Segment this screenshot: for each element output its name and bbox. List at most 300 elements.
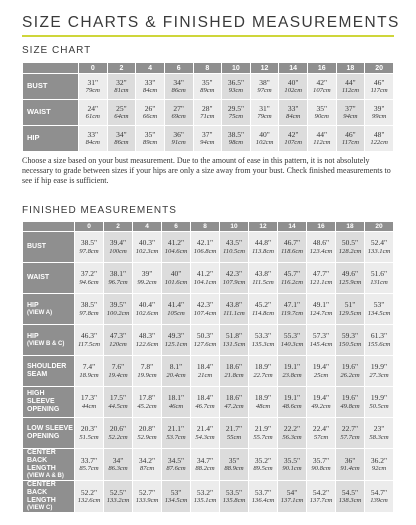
measurement-cell — [107, 100, 136, 126]
measurement-cell — [220, 449, 249, 481]
measurement-cell — [191, 449, 220, 481]
imperial-value: 38" — [259, 77, 270, 87]
metric-value: 48.6cm — [282, 402, 302, 410]
metric-value: 55cm — [226, 433, 242, 441]
measurement-cell — [365, 356, 394, 387]
metric-value: 58.3cm — [369, 433, 389, 441]
imperial-value: 42.3" — [196, 300, 214, 310]
imperial-value: 45.2" — [254, 300, 272, 310]
metric-value: 111.1cm — [223, 309, 245, 317]
metric-value: 55.7cm — [253, 433, 273, 441]
measurement-cell — [365, 126, 394, 152]
measurement-cell — [133, 449, 162, 481]
imperial-value: 33" — [87, 129, 99, 139]
measurement-cell — [136, 74, 165, 100]
imperial-value: 54.7" — [370, 487, 388, 497]
metric-value: 107.4cm — [193, 309, 217, 317]
imperial-value: 7.6" — [111, 362, 125, 372]
measurement-cell — [220, 356, 249, 387]
imperial-value: 41.4" — [167, 300, 185, 310]
measurement-cell — [249, 449, 278, 481]
imperial-value: 34" — [112, 455, 124, 465]
metric-value: 113.8cm — [251, 247, 275, 255]
imperial-value: 53.2" — [196, 487, 214, 497]
imperial-value: 38.5" — [227, 129, 245, 139]
imperial-value: 40" — [287, 77, 299, 87]
title-rule — [22, 35, 394, 37]
measurement-row — [23, 294, 394, 325]
metric-value: 84cm — [142, 87, 158, 94]
metric-value: 49.8cm — [340, 402, 360, 410]
size-header-cell: 16 — [308, 63, 337, 74]
metric-value: 66cm — [142, 113, 158, 120]
imperial-value: 39.4" — [109, 238, 127, 248]
size-header-cell: 18 — [336, 63, 365, 74]
metric-value: 132.6cm — [77, 497, 101, 505]
row-label — [23, 263, 75, 294]
measurement-row — [23, 387, 394, 418]
measurement-cell — [107, 126, 136, 152]
measurement-row — [23, 126, 394, 152]
measurement-row — [23, 325, 394, 356]
row-label-text: CENTER BACK LENGTH — [27, 449, 56, 473]
metric-value: 57cm — [313, 433, 329, 441]
size-header-cell: 20 — [365, 63, 394, 74]
size-chart-table — [22, 62, 394, 152]
size-header-cell: 8 — [193, 63, 222, 74]
size-header-cell: 18 — [336, 222, 365, 232]
metric-value: 19.9cm — [137, 371, 157, 379]
size-header-cell: 8 — [191, 222, 220, 232]
measurement-cell — [133, 387, 162, 418]
measurement-cell — [164, 126, 193, 152]
measurement-cell — [75, 232, 104, 263]
measurement-cell — [220, 232, 249, 263]
imperial-value: 40.3" — [138, 238, 156, 248]
metric-value: 145.4cm — [309, 340, 333, 348]
imperial-value: 37" — [202, 129, 213, 139]
measurement-cell — [278, 387, 307, 418]
imperial-value: 61.3" — [370, 331, 388, 341]
metric-value: 102cm — [284, 87, 302, 94]
measurement-cell — [249, 387, 278, 418]
imperial-value: 34" — [116, 129, 127, 139]
metric-value: 125.1cm — [164, 340, 188, 348]
measurement-cell — [249, 481, 278, 513]
measurement-cell — [164, 74, 193, 100]
metric-value: 155.6cm — [367, 340, 391, 348]
metric-value: 138.3cm — [338, 497, 362, 505]
measurement-cell — [278, 356, 307, 387]
measurement-row — [23, 418, 394, 449]
imperial-value: 34.5" — [167, 455, 185, 465]
metric-value: 150.5cm — [338, 340, 362, 348]
measurement-cell — [75, 418, 104, 449]
row-label-text: BUST — [27, 242, 47, 250]
imperial-value: 39" — [141, 269, 153, 279]
measurement-cell — [162, 449, 191, 481]
measurement-cell — [249, 418, 278, 449]
metric-value: 18.9cm — [79, 371, 99, 379]
measurement-cell — [104, 232, 133, 263]
imperial-value: 20.3" — [80, 424, 98, 434]
imperial-value: 42.1" — [196, 238, 214, 248]
imperial-value: 18.6" — [225, 393, 243, 403]
metric-value: 87.6cm — [166, 465, 186, 473]
imperial-value: 21.7" — [225, 424, 243, 434]
measurement-cell — [104, 481, 133, 513]
measurement-cell — [75, 263, 104, 294]
size-header-cell: 2 — [104, 222, 133, 232]
measurement-cell — [365, 387, 394, 418]
imperial-value: 53.7" — [254, 487, 272, 497]
metric-value: 84cm — [85, 139, 100, 146]
metric-value: 131cm — [370, 278, 388, 286]
finished-measurements-table — [22, 221, 394, 513]
measurement-row — [23, 74, 394, 100]
measurement-cell — [279, 126, 308, 152]
measurement-cell — [278, 325, 307, 356]
imperial-value: 48.3" — [138, 331, 156, 341]
measurement-cell — [336, 232, 365, 263]
measurement-cell — [162, 325, 191, 356]
imperial-value: 18.4" — [196, 393, 214, 403]
row-label-text: WAIST — [27, 107, 51, 117]
measurement-cell — [307, 418, 336, 449]
metric-value: 136.4cm — [251, 497, 275, 505]
metric-value: 90.1cm — [282, 465, 302, 473]
imperial-value: 35.7" — [312, 455, 330, 465]
metric-value: 101.6cm — [164, 278, 188, 286]
imperial-value: 46.7" — [283, 238, 301, 248]
imperial-value: 52.2" — [80, 487, 98, 497]
measurement-cell — [162, 232, 191, 263]
imperial-value: 28" — [202, 103, 213, 113]
measurement-cell — [191, 418, 220, 449]
imperial-value: 48.6" — [312, 238, 330, 248]
row-label-text: HIP — [27, 301, 39, 309]
metric-value: 123.4cm — [309, 247, 333, 255]
measurement-cell — [133, 263, 162, 294]
measurement-cell — [104, 263, 133, 294]
row-label-text: CENTER BACK LENGTH — [27, 481, 56, 505]
measurement-cell — [365, 294, 394, 325]
measurement-cell — [278, 294, 307, 325]
imperial-value: 42.3" — [225, 269, 243, 279]
imperial-value: 34.2" — [138, 455, 156, 465]
measurement-cell — [336, 325, 365, 356]
measurement-cell — [220, 418, 249, 449]
size-header-row — [23, 222, 394, 232]
measurement-cell — [336, 356, 365, 387]
measurement-cell — [279, 100, 308, 126]
metric-value: 97cm — [257, 87, 272, 94]
measurement-cell — [278, 263, 307, 294]
imperial-value: 35" — [316, 103, 328, 113]
metric-value: 135.8cm — [222, 497, 246, 505]
size-header-cell: 12 — [249, 222, 278, 232]
imperial-value: 46.3" — [80, 331, 98, 341]
header-corner — [23, 63, 79, 74]
imperial-value: 19.6" — [341, 393, 359, 403]
metric-value: 88.9cm — [224, 465, 244, 473]
imperial-value: 39" — [373, 103, 385, 113]
metric-value: 89.5cm — [253, 465, 273, 473]
measurement-cell — [133, 356, 162, 387]
metric-value: 140.3cm — [280, 340, 304, 348]
imperial-value: 36" — [173, 129, 184, 139]
row-label — [23, 418, 75, 449]
imperial-value: 55.3" — [283, 331, 301, 341]
measurement-cell — [365, 232, 394, 263]
metric-value: 118.6cm — [280, 247, 304, 255]
metric-value: 134.5cm — [367, 309, 391, 317]
imperial-value: 24" — [87, 103, 99, 113]
imperial-value: 32" — [116, 77, 127, 87]
row-label-text: HIP — [27, 332, 39, 340]
metric-value: 85.7cm — [79, 465, 99, 473]
metric-value: 104.1cm — [193, 278, 217, 286]
metric-value: 102.3cm — [135, 247, 159, 255]
measurement-cell — [79, 74, 108, 100]
imperial-value: 44" — [316, 129, 328, 139]
metric-value: 86cm — [171, 87, 186, 94]
metric-value: 120cm — [109, 340, 127, 348]
metric-value: 23.8cm — [282, 371, 302, 379]
imperial-value: 53.5" — [225, 487, 243, 497]
imperial-value: 34" — [173, 77, 184, 87]
size-header-cell: 12 — [250, 63, 279, 74]
measurement-cell — [249, 325, 278, 356]
imperial-value: 17.3" — [80, 393, 98, 403]
imperial-value: 51" — [344, 300, 356, 310]
metric-value: 97.8cm — [79, 247, 99, 255]
measurement-cell — [336, 418, 365, 449]
measurement-cell — [222, 74, 251, 100]
imperial-value: 17.5" — [109, 393, 127, 403]
imperial-value: 52.5" — [109, 487, 127, 497]
metric-value: 79cm — [85, 87, 100, 94]
imperial-value: 53.3" — [254, 331, 272, 341]
imperial-value: 35.2" — [254, 455, 272, 465]
measurement-cell — [136, 126, 165, 152]
measurement-cell — [220, 294, 249, 325]
metric-value: 128.2cm — [338, 247, 362, 255]
size-header-cell: 14 — [279, 63, 308, 74]
metric-value: 100cm — [109, 247, 127, 255]
metric-value: 121.1cm — [309, 278, 333, 286]
measurement-cell — [162, 387, 191, 418]
imperial-value: 42" — [287, 129, 299, 139]
imperial-value: 47.7" — [312, 269, 330, 279]
measurement-cell — [249, 232, 278, 263]
imperial-value: 22.7" — [341, 424, 359, 434]
measurement-cell — [75, 449, 104, 481]
imperial-value: 49.1" — [312, 300, 330, 310]
imperial-value: 33.7" — [80, 455, 98, 465]
metric-value: 124.7cm — [309, 309, 333, 317]
measurement-cell — [250, 74, 279, 100]
metric-value: 48cm — [255, 402, 271, 410]
size-header-cell: 2 — [107, 63, 136, 74]
metric-value: 100.2cm — [106, 309, 130, 317]
metric-value: 107cm — [284, 139, 302, 146]
metric-value: 92cm — [371, 465, 387, 473]
metric-value: 84cm — [286, 113, 301, 120]
imperial-value: 35.5" — [283, 455, 301, 465]
measurement-cell — [79, 100, 108, 126]
metric-value: 94cm — [200, 139, 215, 146]
metric-value: 26.2cm — [340, 371, 360, 379]
metric-value: 47.2cm — [224, 402, 244, 410]
measurement-cell — [249, 356, 278, 387]
row-label-view: (VIEW A & B) — [27, 473, 64, 480]
metric-value: 89cm — [200, 87, 215, 94]
measurement-cell — [222, 126, 251, 152]
imperial-value: 29.5" — [227, 103, 245, 113]
metric-value: 131.5cm — [222, 340, 246, 348]
metric-value: 133.9cm — [135, 497, 159, 505]
measurement-cell — [278, 232, 307, 263]
metric-value: 21cm — [197, 371, 213, 379]
imperial-value: 7.8" — [140, 362, 154, 372]
size-header-cell: 0 — [75, 222, 104, 232]
size-chart-heading: SIZE CHART — [22, 45, 92, 56]
imperial-value: 43.8" — [254, 269, 272, 279]
metric-value: 102cm — [255, 139, 274, 146]
page-title: SIZE CHARTS & FINISHED MEASUREMENTS — [22, 14, 400, 31]
measurement-cell — [308, 74, 337, 100]
metric-value: 104.6cm — [164, 247, 188, 255]
metric-value: 94cm — [343, 113, 358, 120]
metric-value: 51.5cm — [79, 433, 99, 441]
imperial-value: 33" — [287, 103, 299, 113]
measurement-cell — [307, 294, 336, 325]
metric-value: 98cm — [228, 139, 244, 146]
measurement-cell — [336, 74, 365, 100]
imperial-value: 44" — [345, 77, 356, 87]
metric-value: 139cm — [370, 497, 388, 505]
metric-value: 25cm — [313, 371, 329, 379]
imperial-value: 38.5" — [80, 238, 98, 248]
size-header-cell: 6 — [164, 63, 193, 74]
finished-measurements-heading: FINISHED MEASUREMENTS — [22, 205, 177, 216]
measurement-cell — [249, 263, 278, 294]
metric-value: 87cm — [139, 465, 155, 473]
measurement-cell — [307, 232, 336, 263]
imperial-value: 18.1" — [167, 393, 185, 403]
measurement-cell — [104, 356, 133, 387]
measurement-cell — [308, 126, 337, 152]
imperial-value: 51.8" — [225, 331, 243, 341]
measurement-cell — [307, 481, 336, 513]
metric-value: 122.6cm — [135, 340, 159, 348]
metric-value: 49.2cm — [311, 402, 331, 410]
row-label — [23, 387, 75, 418]
measurement-cell — [104, 449, 133, 481]
metric-value: 112cm — [313, 139, 331, 146]
measurement-cell — [104, 294, 133, 325]
measurement-cell — [222, 100, 251, 126]
measurement-cell — [365, 74, 394, 100]
measurement-cell — [220, 481, 249, 513]
metric-value: 135.3cm — [251, 340, 275, 348]
measurement-cell — [336, 387, 365, 418]
imperial-value: 45.7" — [283, 269, 301, 279]
metric-value: 135.1cm — [193, 497, 217, 505]
metric-value: 56.3cm — [282, 433, 302, 441]
measurement-cell — [307, 325, 336, 356]
metric-value: 114.8cm — [251, 309, 275, 317]
imperial-value: 52.7" — [138, 487, 156, 497]
row-label — [23, 74, 79, 100]
metric-value: 107cm — [313, 87, 331, 94]
imperial-value: 42" — [316, 77, 328, 87]
row-label — [23, 449, 75, 481]
imperial-value: 17.8" — [138, 393, 156, 403]
imperial-value: 19.1" — [283, 362, 301, 372]
imperial-value: 31" — [259, 103, 270, 113]
metric-value: 117cm — [341, 139, 359, 146]
metric-value: 19.4cm — [108, 371, 128, 379]
imperial-value: 20.8" — [138, 424, 156, 434]
imperial-value: 22.2" — [283, 424, 301, 434]
measurement-cell — [75, 294, 104, 325]
row-label-view: (VIEW B & C) — [27, 340, 65, 347]
metric-value: 116.2cm — [280, 278, 304, 286]
measurement-cell — [249, 294, 278, 325]
imperial-value: 54" — [286, 487, 298, 497]
row-label-text: SHOULDER SEAM — [27, 362, 67, 378]
row-label-text: WAIST — [27, 273, 50, 281]
size-header-cell: 14 — [278, 222, 307, 232]
measurement-row — [23, 449, 394, 481]
imperial-value: 47.3" — [109, 331, 127, 341]
imperial-value: 47.1" — [283, 300, 301, 310]
measurement-cell — [193, 126, 222, 152]
imperial-value: 35" — [144, 129, 156, 139]
measurement-cell — [220, 387, 249, 418]
size-header-cell: 6 — [162, 222, 191, 232]
measurement-cell — [307, 387, 336, 418]
imperial-value: 37.2" — [80, 269, 98, 279]
metric-value: 137.1cm — [280, 497, 304, 505]
metric-value: 133.2cm — [106, 497, 130, 505]
metric-value: 81cm — [114, 87, 129, 94]
metric-value: 46cm — [168, 402, 184, 410]
imperial-value: 54.5" — [341, 487, 359, 497]
metric-value: 64cm — [114, 113, 129, 120]
metric-value: 134.5cm — [164, 497, 188, 505]
metric-value: 52.2cm — [108, 433, 128, 441]
imperial-value: 26" — [144, 103, 156, 113]
metric-value: 125.9cm — [338, 278, 362, 286]
metric-value: 117.5cm — [77, 340, 101, 348]
measurement-cell — [191, 325, 220, 356]
imperial-value: 41.2" — [167, 238, 185, 248]
measurement-cell — [104, 418, 133, 449]
metric-value: 21.8cm — [224, 371, 244, 379]
metric-value: 27.3cm — [369, 371, 389, 379]
imperial-value: 19.4" — [312, 362, 330, 372]
row-label — [23, 325, 75, 356]
metric-value: 96.7cm — [108, 278, 128, 286]
row-label — [23, 100, 79, 126]
metric-value: 102.6cm — [135, 309, 159, 317]
measurement-cell — [133, 418, 162, 449]
imperial-value: 19.9" — [370, 393, 388, 403]
size-header-cell: 10 — [220, 222, 249, 232]
